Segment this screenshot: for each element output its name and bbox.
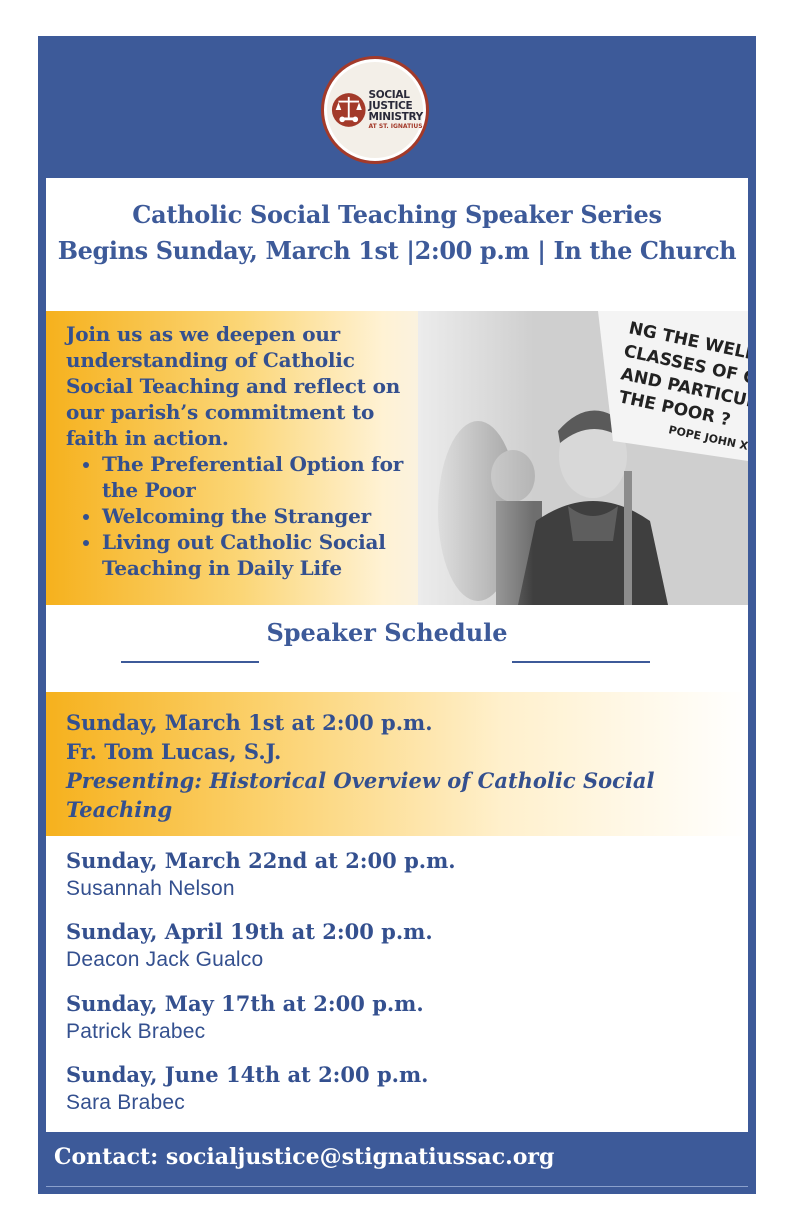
divider-left — [121, 661, 259, 663]
logo-line: JUSTICE — [368, 99, 413, 112]
contact-email[interactable]: Contact: socialjustice@stignatiussac.org — [54, 1144, 555, 1170]
entry-date: Sunday, June 14th at 2:00 p.m. — [66, 1062, 429, 1087]
featured-session — [46, 692, 748, 836]
schedule-title: Speaker Schedule — [266, 618, 508, 647]
logo-wordmark — [369, 90, 424, 131]
entry-date: Sunday, May 17th at 2:00 p.m. — [66, 991, 424, 1016]
intro-section — [46, 311, 748, 605]
schedule-entry — [66, 847, 706, 903]
topic-item: • The Preferential Option for the Poor — [102, 451, 426, 503]
schedule-entry — [66, 990, 706, 1046]
intro-text-block — [66, 321, 426, 581]
intro-paragraph: Join us as we deepen our understanding of Catholic Social Teaching and reflect on our parish’s commitment to faith in action. — [66, 322, 401, 450]
footer-rule — [46, 1186, 748, 1187]
featured-topic — [66, 766, 706, 824]
entry-date: Sunday, April 19th at 2:00 p.m. — [66, 919, 433, 944]
entry-speaker: Deacon Jack Gualco — [66, 948, 264, 971]
scales-of-justice-icon — [331, 88, 367, 132]
featured-date: Sunday, March 1st at 2:00 p.m. — [66, 710, 433, 735]
entry-speaker: Susannah Nelson — [66, 877, 235, 900]
entry-date: Sunday, March 22nd at 2:00 p.m. — [66, 848, 456, 873]
featured-speaker: Fr. Tom Lucas, S.J. — [66, 739, 282, 764]
protest-photo — [418, 311, 748, 605]
header-panel — [46, 178, 748, 311]
logo-line: MINISTRY — [368, 110, 423, 123]
schedule-entry — [66, 918, 706, 974]
divider-right — [512, 661, 650, 663]
topic-item: • Living out Catholic Social Teaching in Daily Life — [102, 529, 426, 581]
schedule-entry — [66, 1061, 706, 1117]
featured-topic-text: Presenting: Historical Overview of Catholic Social Teaching — [66, 768, 655, 822]
ministry-logo — [321, 56, 429, 164]
featured-session-text — [66, 708, 706, 824]
entry-speaker: Patrick Brabec — [66, 1020, 206, 1043]
logo-line: SOCIAL — [368, 88, 410, 101]
series-title: Catholic Social Teaching Speaker Series — [132, 200, 662, 229]
topic-item: • Welcoming the Stranger — [102, 503, 426, 529]
topics-list — [66, 451, 426, 581]
series-subtitle: Begins Sunday, March 1st |2:00 p.m | In the Church — [57, 236, 737, 265]
logo-line: AT ST. IGNATIUS — [368, 122, 423, 130]
entry-speaker: Sara Brabec — [66, 1091, 185, 1114]
